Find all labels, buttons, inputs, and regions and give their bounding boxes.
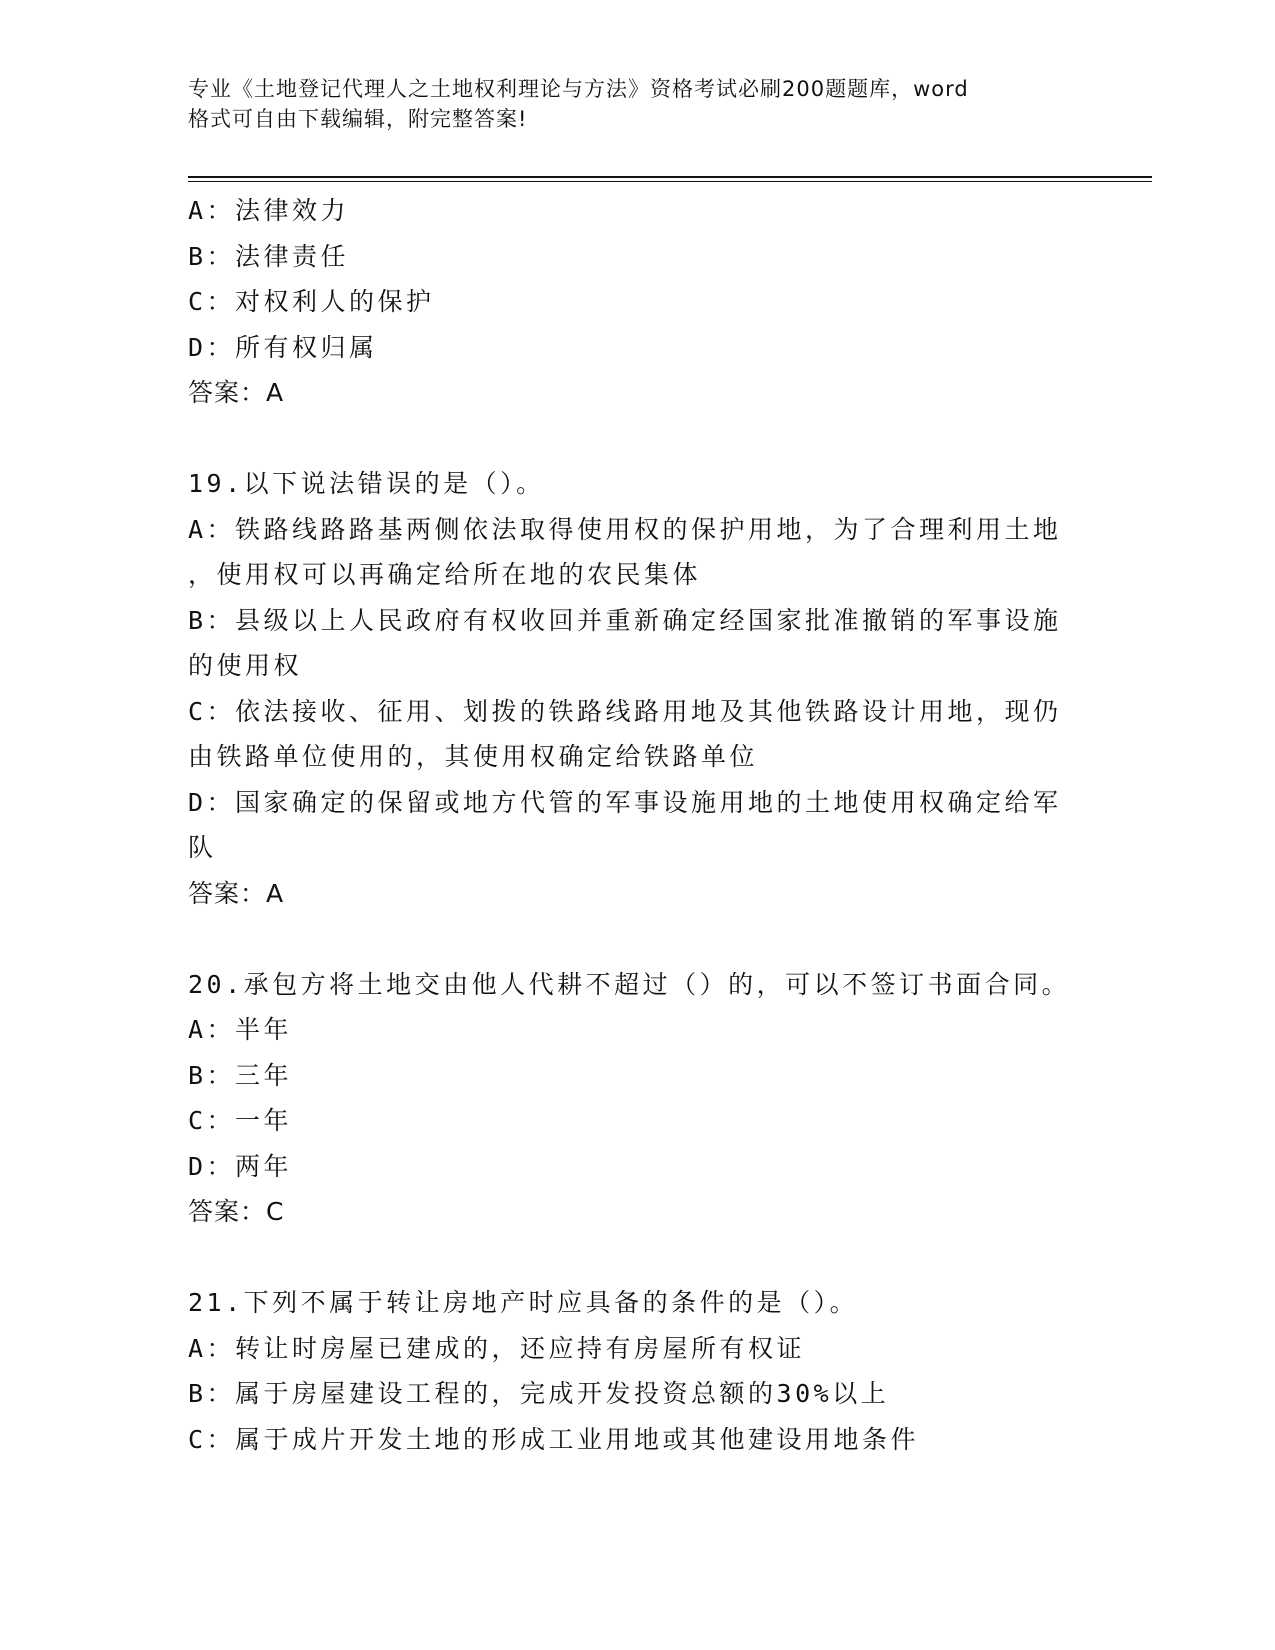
q19-question: 19.以下说法错误的是（）。 [188, 469, 545, 498]
q19-option-d-line-1: D：国家确定的保留或地方代管的军事设施用地的土地使用权确定给军 [188, 787, 1062, 817]
q21-question: 21.下列不属于转让房地产时应具备的条件的是（）。 [188, 1288, 859, 1317]
q18-option-c: C：对权利人的保护 [188, 287, 435, 316]
q19-option-b-line-1: B：县级以上人民政府有权收回并重新确定经国家批准撤销的军事设施 [188, 605, 1062, 635]
question-list [188, 188, 1088, 1462]
header-title-line-2: 格式可自由下载编辑，附完整答案! [188, 107, 528, 131]
header-title-line-1: 专业《土地登记代理人之土地权利理论与方法》资格考试必刷200题题库，word [188, 77, 969, 101]
q19-option-c-line-1: C：依法接收、征用、划拨的铁路线路用地及其他铁路设计用地，现仍 [188, 696, 1062, 726]
q21-option-c: C：属于成片开发土地的形成工业用地或其他建设用地条件 [188, 1424, 920, 1454]
q19-option-a-line-2: ，使用权可以再确定给所在地的农民集体 [188, 560, 702, 589]
question-18-options [188, 188, 1088, 416]
question-19 [188, 461, 1088, 916]
q20-option-c: C：一年 [188, 1106, 293, 1135]
q21-option-a: A：转让时房屋已建成的，还应持有房屋所有权证 [188, 1333, 806, 1363]
q18-answer: 答案：A [188, 378, 285, 407]
q21-option-b: B：属于房屋建设工程的，完成开发投资总额的30%以上 [188, 1379, 890, 1408]
q19-option-d-line-2: 队 [188, 833, 217, 862]
q18-option-a: A：法律效力 [188, 196, 350, 225]
q20-option-a: A：半年 [188, 1015, 293, 1044]
q20-option-d: D：两年 [188, 1151, 293, 1181]
spacer [188, 1235, 1088, 1281]
question-20 [188, 962, 1088, 1235]
q20-answer: 答案：C [188, 1197, 285, 1226]
spacer [188, 416, 1088, 462]
document-header [188, 74, 1068, 134]
spacer [188, 916, 1088, 962]
q20-option-b: B：三年 [188, 1060, 293, 1090]
q20-question: 20.承包方将土地交由他人代耕不超过（）的，可以不签订书面合同。 [188, 969, 1071, 999]
q19-answer: 答案：A [188, 878, 285, 908]
question-21 [188, 1280, 1088, 1462]
header-divider-thin [188, 181, 1152, 182]
q19-option-c-line-2: 由铁路单位使用的，其使用权确定给铁路单位 [188, 742, 759, 771]
q18-option-d: D：所有权归属 [188, 332, 378, 362]
q18-option-b: B：法律责任 [188, 241, 350, 271]
header-divider-thick [188, 176, 1152, 178]
q19-option-b-line-2: 的使用权 [188, 651, 303, 680]
q19-option-a-line-1: A：铁路线路路基两侧依法取得使用权的保护用地，为了合理利用土地 [188, 514, 1062, 544]
